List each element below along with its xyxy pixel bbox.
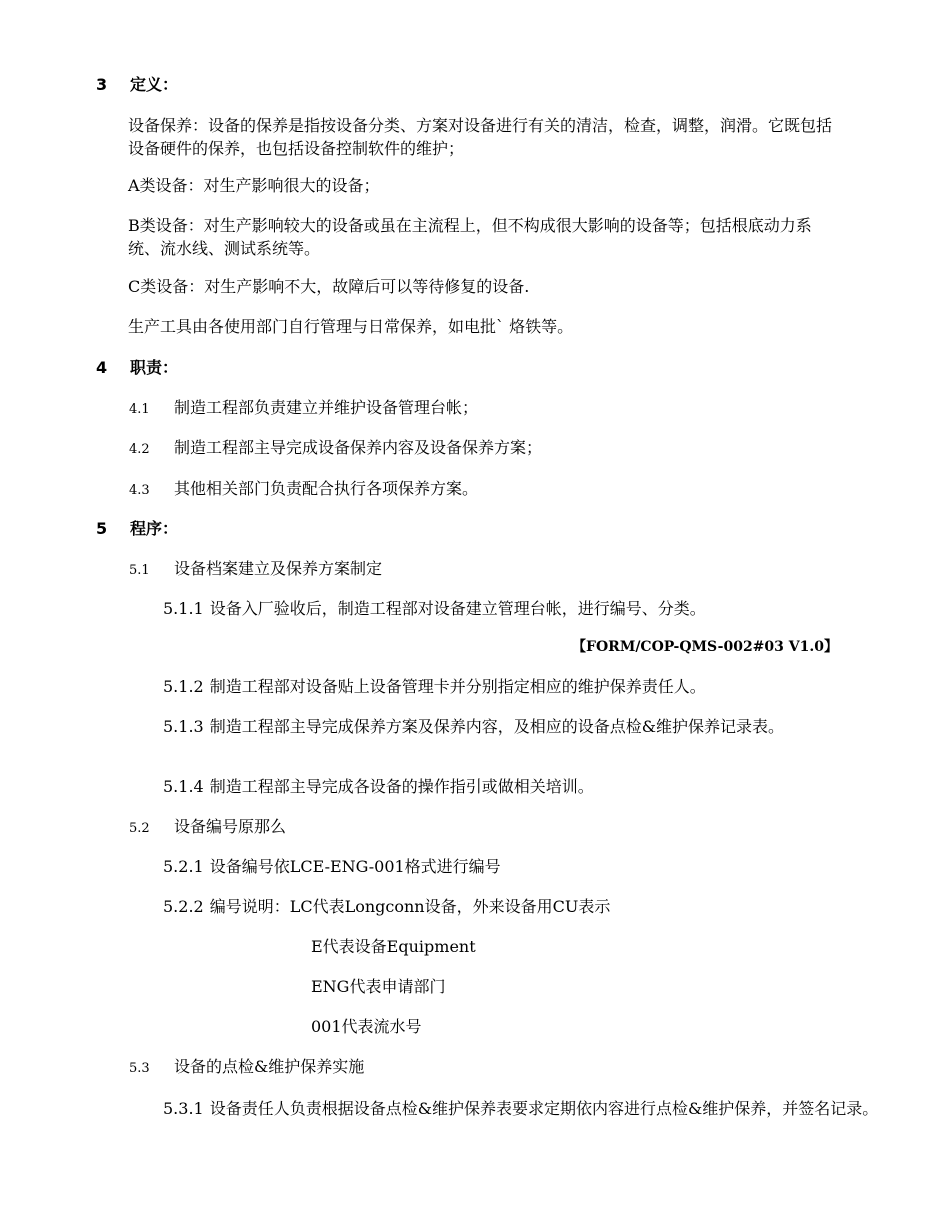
- definition-paragraph-tools: 生产工具由各使用部门自行管理与日常保养，如电批` 烙铁等。: [128, 317, 574, 336]
- item-number: 4.3: [129, 483, 150, 498]
- item-text: 制造工程部负责建立并维护设备管理台帐；: [174, 398, 479, 417]
- section-4-heading: [96, 356, 178, 379]
- section-title: 定义：: [130, 75, 179, 94]
- item-text: 编号说明：LC代表Longconn设备，外来设备用CU表示: [209, 897, 611, 916]
- item-text: 设备责任人负责根据设备点检&维护保养表要求定期依内容进行点检&维护保养，并签名记录。: [209, 1099, 879, 1118]
- item-number: 5.1.4: [163, 777, 204, 796]
- item-number: 5.1.3: [163, 717, 204, 736]
- code-explanation-line: 001代表流水号: [311, 1017, 422, 1036]
- item-number: 4.2: [129, 442, 150, 457]
- item-text: 制造工程部主导完成设备保养内容及设备保养方案；: [174, 438, 543, 457]
- list-item: [163, 895, 610, 918]
- item-text: 制造工程部主导完成保养方案及保养内容，及相应的设备点检&维护保养记录表。: [209, 717, 784, 736]
- code-explanation-line: ENG代表申请部门: [311, 977, 446, 996]
- subsection-5-2-heading: [129, 815, 286, 840]
- definition-paragraph-maintenance: 设备保养：设备的保养是指按设备分类、方案对设备进行有关的清洁，检查，调整，润滑。它既包括设备硬件的保养，也包括设备控制软件的维护；: [128, 116, 833, 158]
- section-title: 职责：: [130, 358, 179, 377]
- item-text: 设备编号依LCE-ENG-001格式进行编号: [209, 857, 501, 876]
- subsection-title: 设备档案建立及保养方案制定: [174, 559, 383, 578]
- item-number: 5.1.1: [163, 599, 204, 618]
- list-item: [163, 675, 706, 698]
- code-explanation-line: E代表设备Equipment: [311, 937, 476, 956]
- definition-paragraph-class-b: B类设备：对生产影响较大的设备或虽在主流程上，但不构成很大影响的设备等；包括根底动力系统、流水线、测试系统等。: [128, 216, 812, 258]
- item-text: 制造工程部主导完成各设备的操作指引或做相关培训。: [209, 777, 594, 796]
- list-item: [129, 436, 542, 461]
- section-number: 5: [96, 519, 108, 538]
- list-item: [163, 775, 594, 798]
- list-item: [163, 855, 501, 878]
- definition-paragraph-class-a: A类设备：对生产影响很大的设备；: [128, 176, 380, 195]
- list-item: [129, 477, 478, 502]
- subsection-title: 设备的点检&维护保养实施: [174, 1057, 365, 1076]
- form-reference: 【FORM/COP-QMS-002#03 V1.0】: [572, 639, 838, 655]
- section-3-heading: [96, 73, 178, 96]
- item-number: 5.2.2: [163, 897, 204, 916]
- section-number: 4: [96, 358, 108, 377]
- list-item: [129, 396, 478, 421]
- item-text: 制造工程部对设备贴上设备管理卡并分别指定相应的维护保养责任人。: [209, 677, 706, 696]
- list-item: [163, 715, 839, 738]
- item-text: 设备入厂验收后，制造工程部对设备建立管理台帐，进行编号、分类。: [209, 599, 706, 618]
- section-5-heading: [96, 517, 178, 540]
- definition-paragraph-class-c: C类设备：对生产影响不大，故障后可以等待修复的设备.: [128, 277, 530, 296]
- item-text: 其他相关部门负责配合执行各项保养方案。: [174, 479, 479, 498]
- item-number: 4.1: [129, 402, 150, 417]
- subsection-5-1-heading: [129, 557, 382, 582]
- subsection-5-3-heading: [129, 1055, 364, 1080]
- list-item: [163, 597, 706, 620]
- subsection-number: 5.2: [129, 821, 150, 836]
- item-number: 5.3.1: [163, 1099, 204, 1118]
- subsection-title: 设备编号原那么: [174, 817, 287, 836]
- item-number: 5.1.2: [163, 677, 204, 696]
- subsection-number: 5.3: [129, 1061, 150, 1076]
- section-number: 3: [96, 75, 108, 94]
- section-title: 程序：: [130, 519, 179, 538]
- item-number: 5.2.1: [163, 857, 204, 876]
- list-item: [163, 1097, 879, 1120]
- subsection-number: 5.1: [129, 563, 150, 578]
